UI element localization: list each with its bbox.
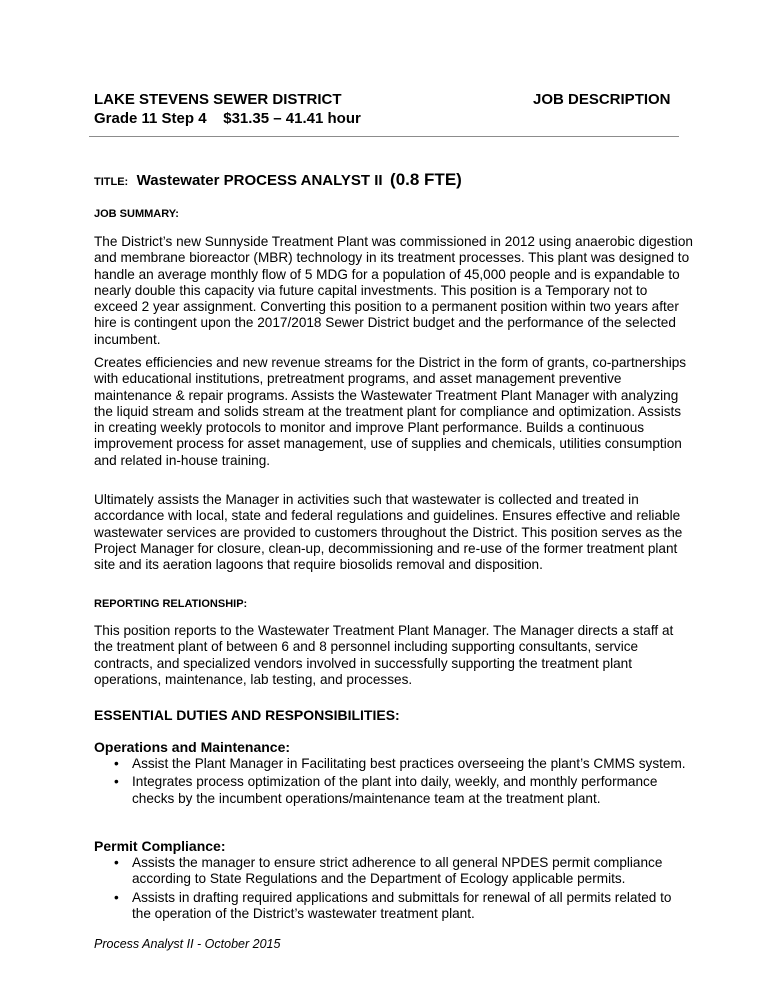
title-label: TITLE: (94, 176, 129, 188)
summary-paragraph-2: Creates efficiencies and new revenue streams for the District in the form of grants, co-partnerships with educational institutions, pretreatment programs, and asset management preventive maintenance & repair programs. Assists the Wastewater Treatment Plant Manager with analyzing the liquid stream and solids stream at the treatment plant for compliance and optimization. Assists in creating weekly protocols to monitor and improve Plant performance. Builds a continuous improvement process for asset management, use of supplies and chemicals, utilities consumption and related in-house training. (94, 355, 687, 468)
list-item: • Assist the Plant Manager in Facilitating best practices overseeing the plant’s CMMS system. (114, 756, 686, 771)
duties-heading: ESSENTIAL DUTIES AND RESPONSIBILITIES: (94, 707, 400, 723)
grade-pay: Grade 11 Step 4 $31.35 – 41.41 hour (94, 110, 361, 127)
doc-type: JOB DESCRIPTION (533, 91, 671, 108)
job-title-row (94, 170, 462, 190)
header-divider (89, 136, 679, 137)
ops-maintenance-list (94, 756, 694, 809)
page-footer: Process Analyst II - October 2015 (94, 937, 281, 951)
org-name: LAKE STEVENS SEWER DISTRICT (94, 91, 342, 108)
job-title: Wastewater PROCESS ANALYST II (136, 172, 383, 189)
reporting-heading: REPORTING RELATIONSHIP: (94, 598, 248, 610)
bullet-icon: • (114, 855, 119, 870)
ops-maintenance-heading: Operations and Maintenance: (94, 739, 291, 755)
summary-paragraph-3: Ultimately assists the Manager in activities such that wastewater is collected and treated in accordance with local, state and federal regulations and guidelines. Ensures effective and reliable wastewater services are provided to customers throughout the District. This position serves as the Project Manager for closure, clean-up, decommissioning and re-use of the former treatment plant site and its aeration lagoons that require biosolids removal and disposition. (94, 492, 683, 573)
reporting-paragraph: This position reports to the Wastewater Treatment Plant Manager. The Manager directs a staff at the treatment plant of between 6 and 8 personnel including supporting consultants, service contracts, and specialized vendors involved in successfully supporting the treatment plant operations, maintenance, lab testing, and processes. (94, 623, 674, 687)
list-item: • Assists the manager to ensure strict adherence to all general NPDES permit compliance according to State Regulations and the Department of Ecology applicable permits. (114, 855, 663, 887)
list-item: • Integrates process optimization of the plant into daily, weekly, and monthly performance checks by the incumbent operations/maintenance team at the treatment plant. (114, 774, 658, 806)
summary-paragraph-1: The District’s new Sunnyside Treatment Plant was commissioned in 2012 using anaerobic digestion and membrane bioreactor (MBR) technology in its treatment processes. This plant was designed to handle an average monthly flow of 5 MDG for a population of 45,000 people and is expandable to nearly double this capacity via future capital investments. This position is a Temporary not to exceed 2 year assignment. Converting this position to a permanent position within two years after hire is contingent upon the 2017/2018 Sewer District budget and the performance of the selected incumbent. (94, 234, 693, 347)
list-item: • Assists in drafting required applications and submittals for renewal of all permits related to the operation of the District’s wastewater treatment plant. (114, 889, 672, 921)
bullet-icon: • (114, 774, 119, 790)
header-left (94, 90, 361, 128)
job-summary-heading: JOB SUMMARY: (94, 208, 179, 220)
permit-compliance-heading: Permit Compliance: (94, 838, 226, 854)
bullet-icon: • (114, 889, 119, 905)
job-fte: (0.8 FTE) (390, 170, 462, 189)
permit-compliance-list (94, 855, 694, 924)
bullet-icon: • (114, 756, 119, 771)
